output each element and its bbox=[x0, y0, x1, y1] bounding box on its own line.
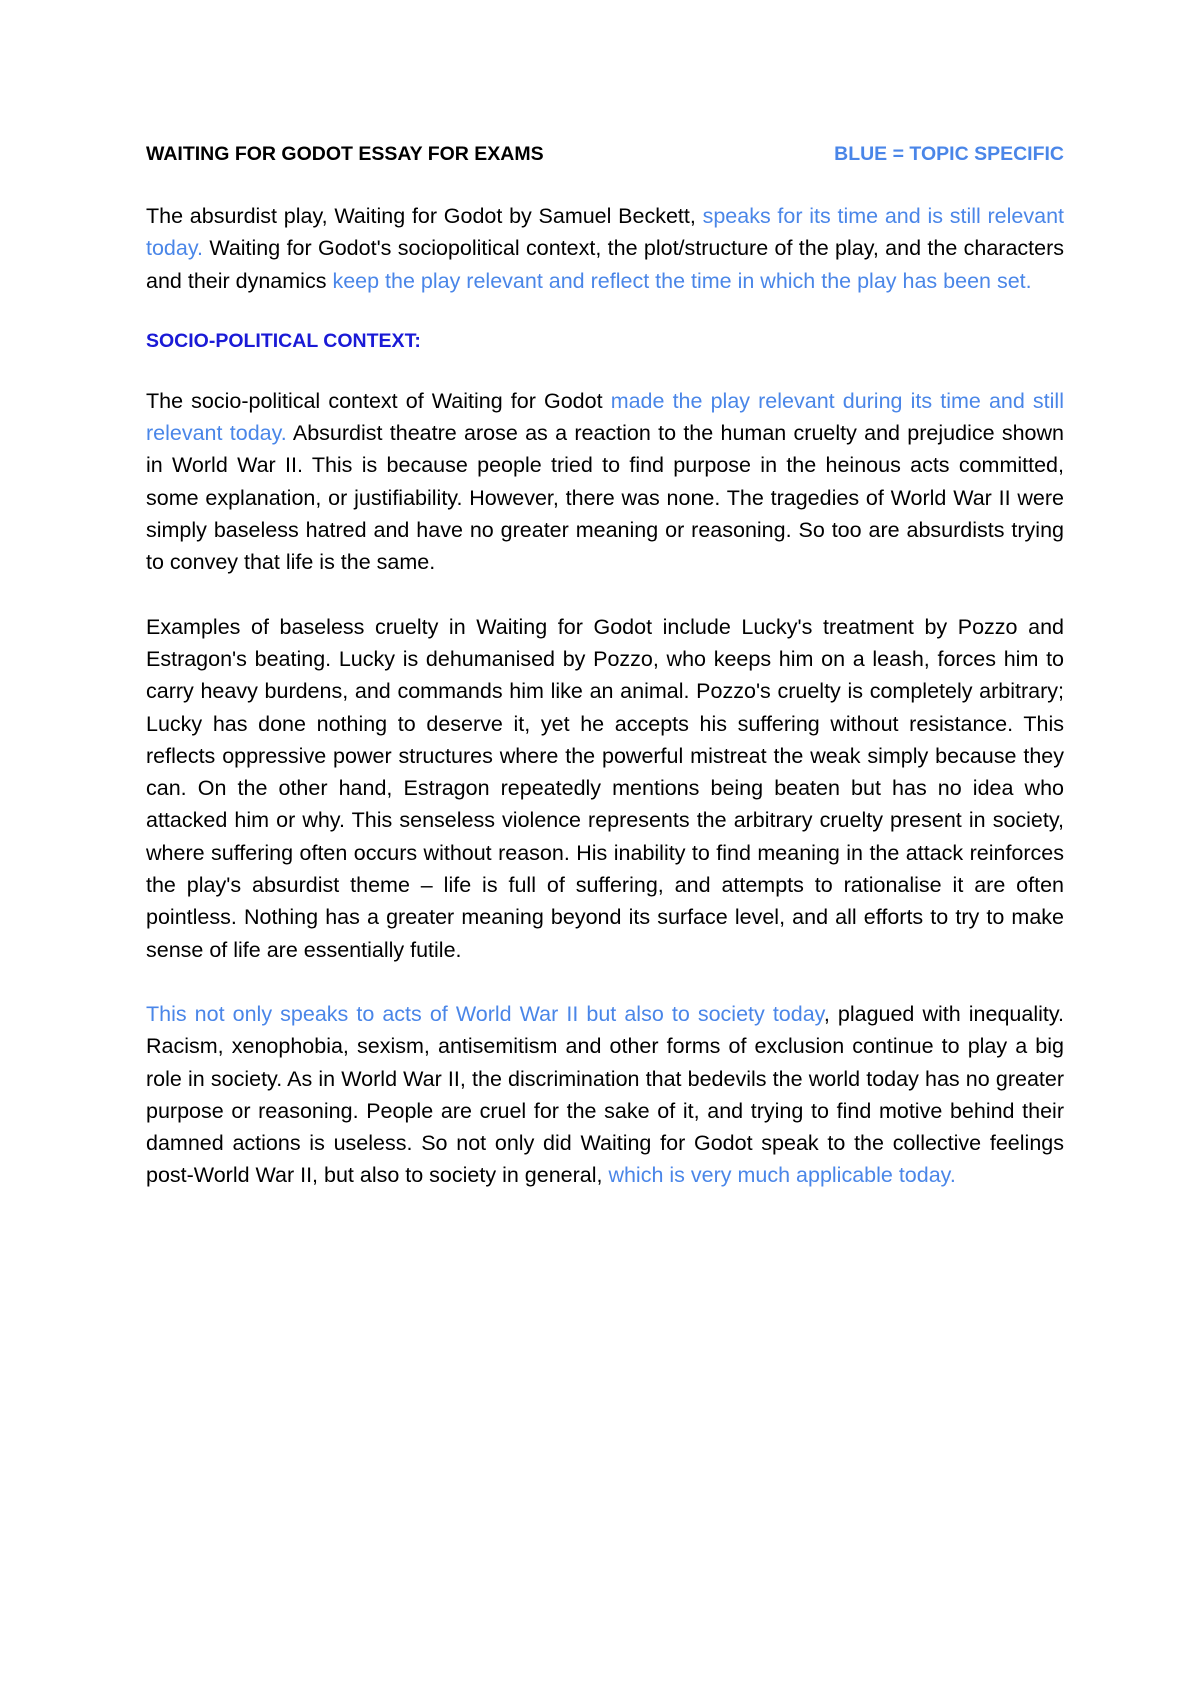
color-legend: BLUE = TOPIC SPECIFIC bbox=[834, 143, 1064, 165]
context-text-1: The socio-political context of Waiting for Godot bbox=[146, 388, 611, 413]
society-text: , plagued with inequality. Racism, xenophobia, sexism, antisemitism and other forms of exclusion continue to play a big role in society. As in World War II, the discrimination that bedevils the world today has no greater purpose or reasoning. People are cruel for the sake of it, and trying to find motive behind their damned actions is useless. So not only did Waiting for Godot speak to the collective feelings post-World War II, but also to society in general, bbox=[146, 1001, 1064, 1188]
context-text-2: Absurdist theatre arose as a reaction to the human cruelty and prejudice shown in World War II. This is because people tried to find purpose in the heinous acts committed, some explanation, or justifiability. However, there was none. The tragedies of World War II were simply baseless hatred and have no greater meaning or reasoning. So too are absurdists trying to convey that life is the same. bbox=[146, 421, 1064, 575]
intro-topic-specific-2: keep the play relevant and reflect the time in which the play has been set. bbox=[332, 268, 1032, 293]
section-heading: SOCIO-POLITICAL CONTEXT: bbox=[146, 329, 421, 352]
society-paragraph bbox=[146, 998, 1064, 1192]
document-page bbox=[146, 140, 1064, 1192]
intro-text-1: The absurdist play, Waiting for Godot by Samuel Beckett, bbox=[146, 204, 703, 228]
intro-paragraph bbox=[146, 200, 1064, 297]
context-topic-specific: made the play relevant during its time and still relevant today. bbox=[146, 388, 1064, 446]
society-topic-specific-2: which is very much applicable today. bbox=[608, 1163, 956, 1188]
context-paragraph bbox=[146, 385, 1064, 579]
examples-paragraph: Examples of baseless cruelty in Waiting for Godot include Lucky's treatment by Pozzo and Estragon's beating. Lucky is dehumanised by Pozzo, who keeps him on a leash, forces him to carry heavy burdens, and commands him like an animal. Pozzo's cruelty is completely arbitrary; Lucky has done nothing to deserve it, yet he accepts his suffering without resistance. This reflects oppressive power structures where the powerful mistreat the weak simply because they can. On the other hand, Estragon repeatedly mentions being beaten but has no idea who attacked him or why. This senseless violence represents the arbitrary cruelty present in society, where suffering often occurs without reason. His inability to find meaning in the attack reinforces the play's absurdist theme – life is full of suffering, and attempts to rationalise it are often pointless. Nothing has a greater meaning beyond its surface level, and all efforts to try to make sense of life are essentially futile. bbox=[146, 614, 1064, 962]
intro-text-2: Waiting for Godot's sociopolitical context, the plot/structure of the play, and the characters and their dynamics bbox=[146, 236, 1064, 293]
society-topic-specific-1: This not only speaks to acts of World War II but also to society today bbox=[146, 1001, 824, 1026]
document-title: WAITING FOR GODOT ESSAY FOR EXAMS bbox=[146, 143, 544, 165]
intro-topic-specific-1: speaks for its time and is still relevant today. bbox=[146, 204, 1065, 261]
title-row bbox=[146, 140, 1064, 168]
